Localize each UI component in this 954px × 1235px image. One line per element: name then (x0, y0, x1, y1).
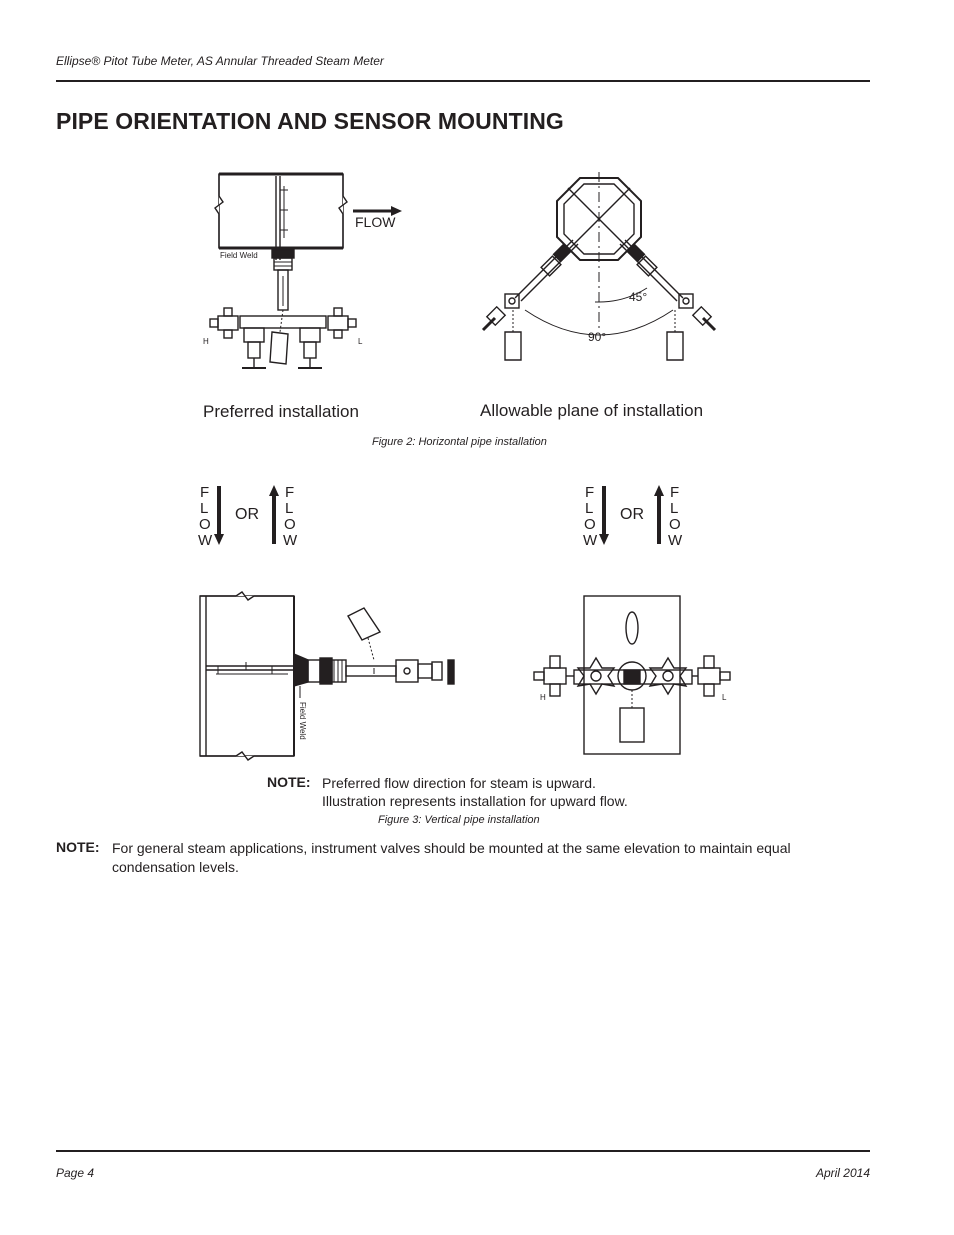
page-title: PIPE ORIENTATION AND SENSOR MOUNTING (56, 108, 564, 134)
high-side-label: H (540, 693, 546, 702)
running-header: Ellipse® Pitot Tube Meter, AS Annular Threaded Steam Meter (56, 54, 384, 68)
flow-letter-f: F (200, 484, 210, 501)
field-weld-label: Field Weld (220, 251, 258, 260)
figure-3-note-line-2: Illustration represents installation for upward flow. (322, 793, 628, 809)
page-number: Page 4 (56, 1166, 95, 1180)
flow-down-arrow (214, 534, 224, 545)
preferred-installation-drawing (200, 168, 420, 383)
flow-letter-w: W (668, 532, 683, 549)
flow-letter-o: O (669, 516, 681, 533)
flow-up-arrow (269, 485, 279, 496)
flow-letter-l: L (670, 500, 679, 517)
flow-letter-f: F (670, 484, 680, 501)
figure-3-caption: Figure 3: Vertical pipe installation (378, 814, 540, 826)
allowable-plane-drawing (475, 170, 725, 365)
or-label: OR (620, 506, 644, 523)
flow-direction-left (195, 482, 305, 552)
footer-date: April 2014 (815, 1166, 870, 1180)
figure-3-note-label: NOTE: (267, 774, 311, 790)
field-weld-label: Field Weld (298, 702, 307, 740)
footer-rule (56, 1150, 870, 1152)
flow-letter-w: W (583, 532, 598, 549)
low-side-label: L (722, 693, 727, 702)
high-side-label: H (203, 337, 209, 346)
general-note-label: NOTE: (56, 839, 100, 855)
vertical-pipe-front-view (528, 592, 738, 760)
vertical-pipe-side-view (196, 590, 466, 760)
flow-letter-l: L (200, 500, 209, 517)
flow-letter-f: F (285, 484, 295, 501)
flow-letter-o: O (199, 516, 211, 533)
low-side-label: L (358, 337, 363, 346)
flow-letter-w: W (283, 532, 298, 549)
angle-45-label: 45° (629, 290, 648, 304)
or-label: OR (235, 506, 259, 523)
flow-letter-l: L (585, 500, 594, 517)
figure-3-note-line-1: Preferred flow direction for steam is upward. (322, 775, 596, 791)
flow-letter-f: F (585, 484, 595, 501)
figure-2-caption: Figure 2: Horizontal pipe installation (372, 436, 547, 448)
angle-90-label: 90° (588, 330, 607, 344)
flow-up-arrow (654, 485, 664, 496)
flow-letter-w: W (198, 532, 213, 549)
flow-letter-o: O (584, 516, 596, 533)
header-rule (56, 80, 870, 82)
general-note-text: For general steam applications, instrument valves should be mounted at the same elevation to maintain equal condensation levels. (112, 840, 791, 875)
allowable-plane-label: Allowable plane of installation (480, 401, 704, 420)
flow-letter-l: L (285, 500, 294, 517)
flow-letter-o: O (284, 516, 296, 533)
flow-direction-right (580, 482, 690, 552)
flow-down-arrow (599, 534, 609, 545)
flow-label: FLOW (355, 214, 396, 230)
preferred-installation-label: Preferred installation (203, 402, 359, 421)
